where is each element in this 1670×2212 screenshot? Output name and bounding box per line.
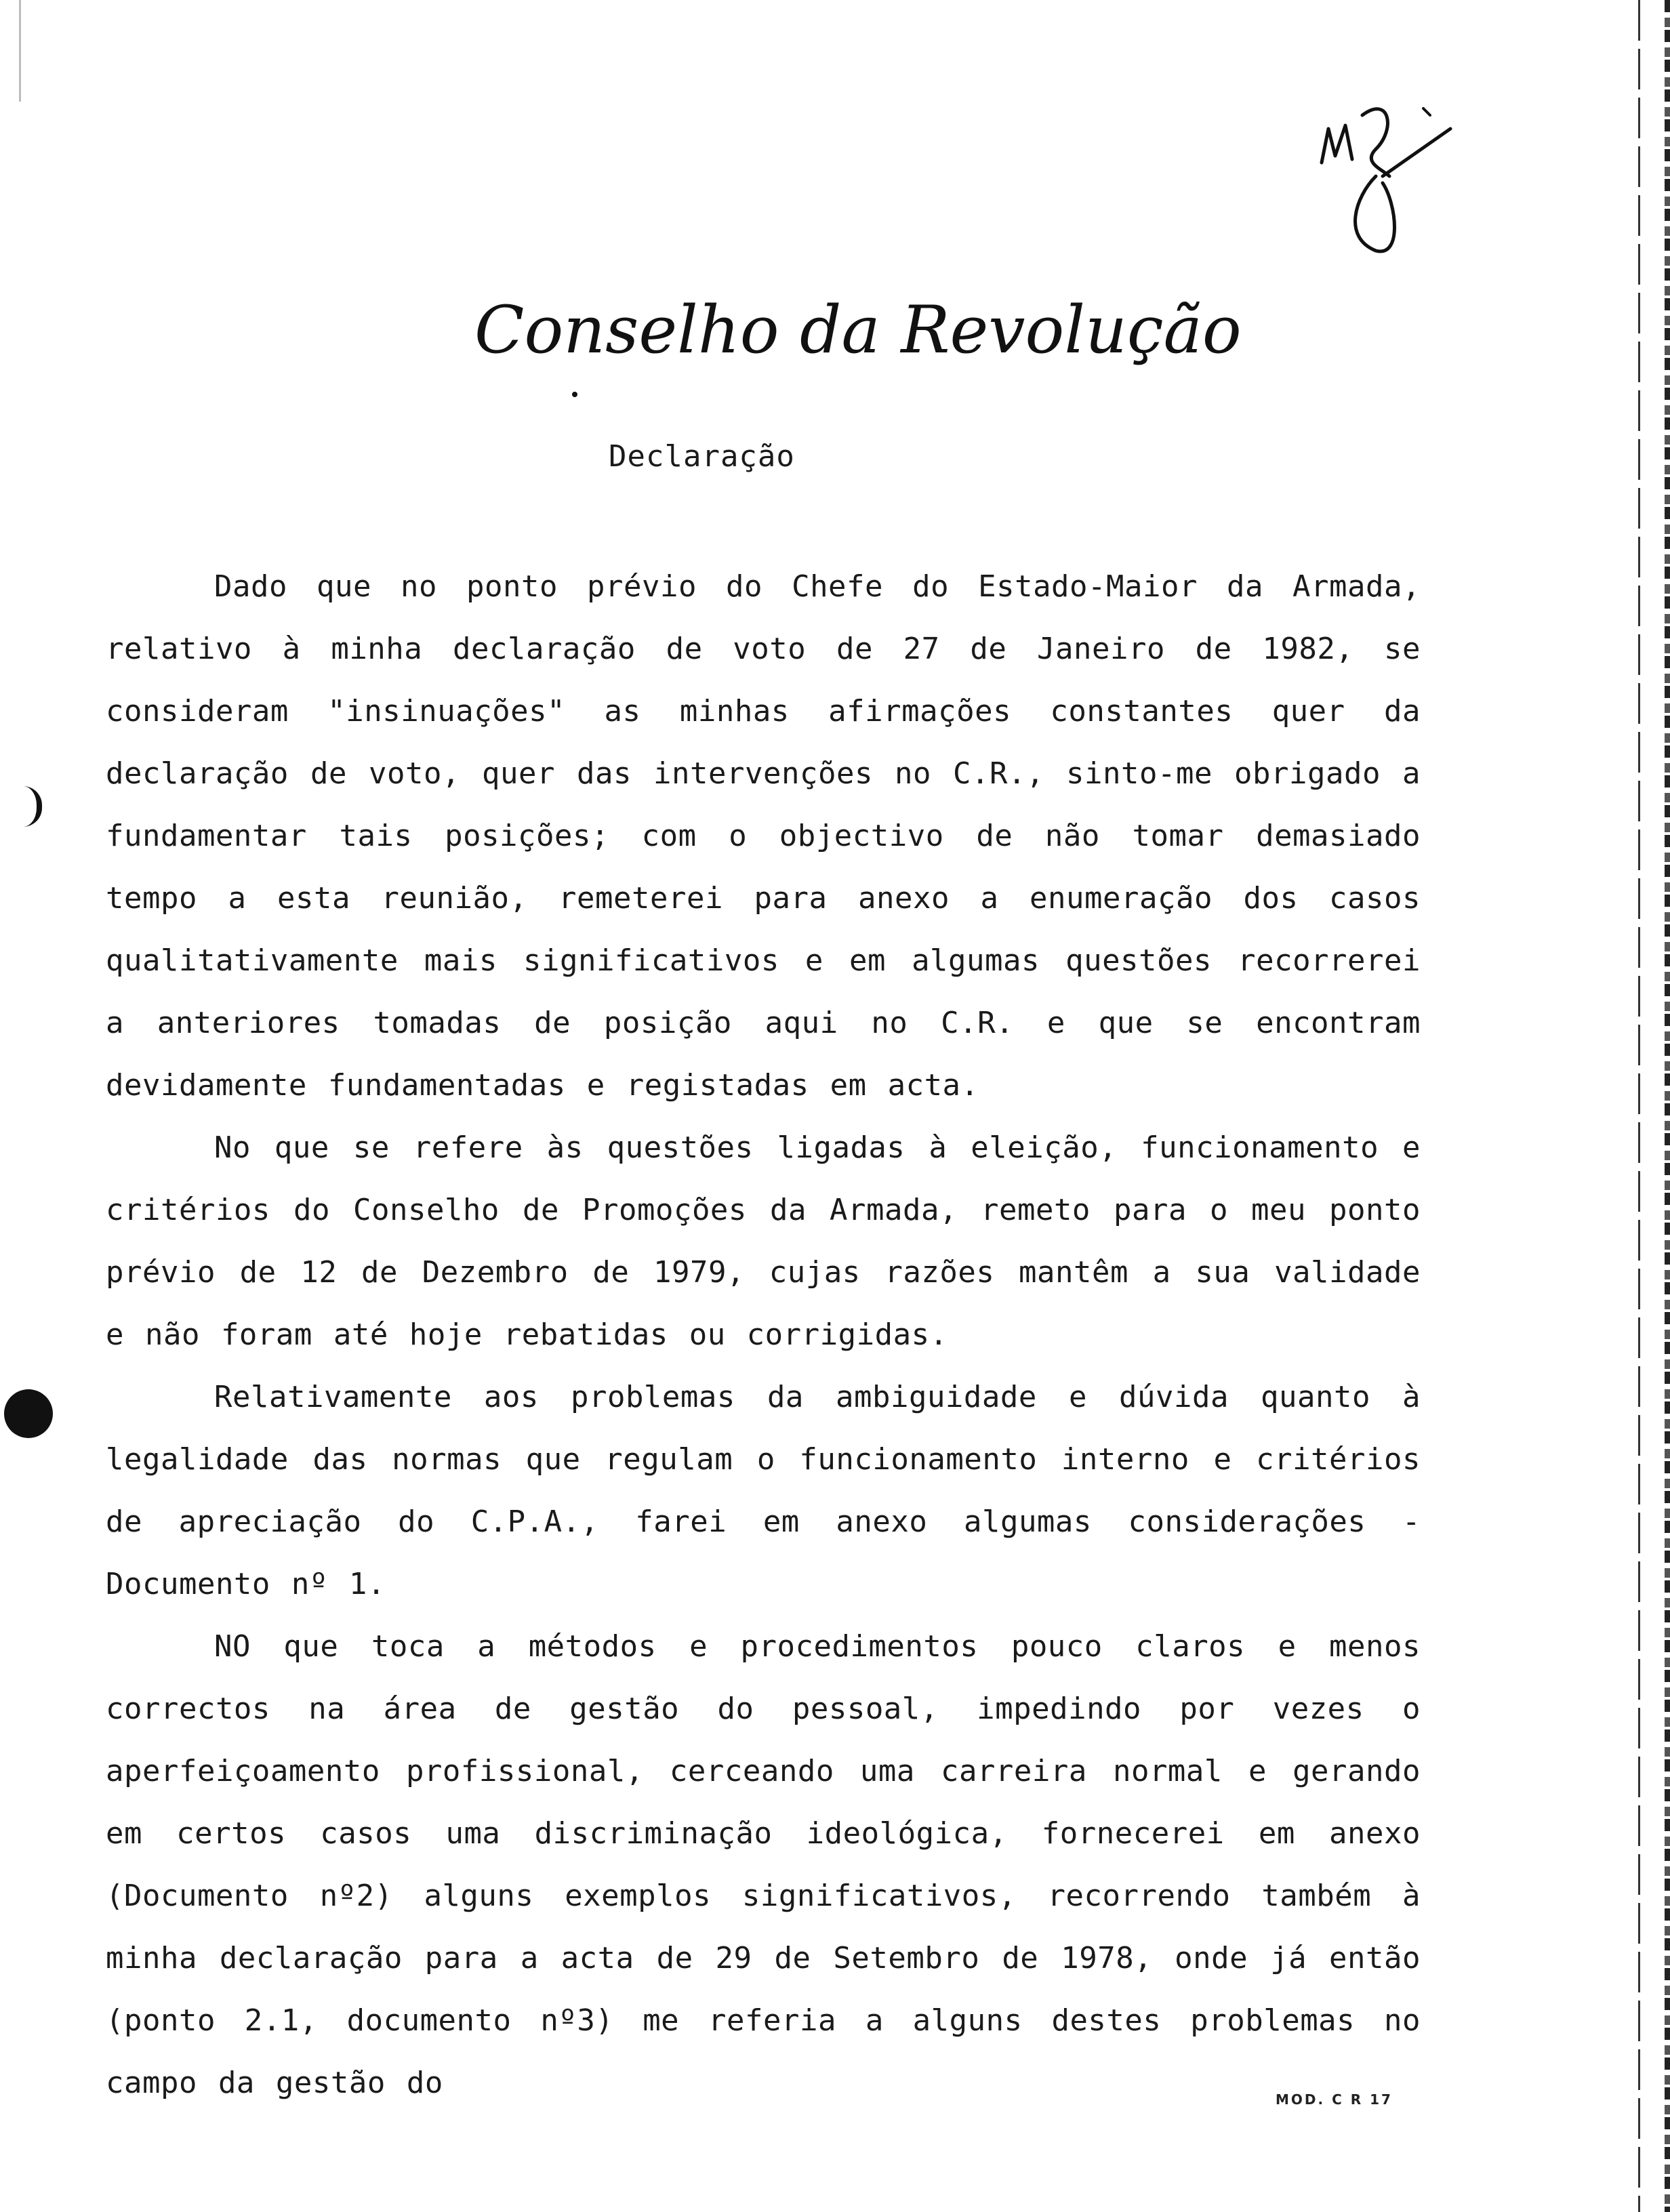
margin-mark — [23, 786, 42, 827]
paragraph: Relativamente aos problemas da ambiguidade e dúvida quanto à legalidade das normas que regulam o funcionamento interno e critérios de apreciação do C.P.A., farei em anexo algumas considerações - Documento nº 1. — [106, 1380, 1421, 1601]
scan-edge-right-inner — [1638, 0, 1640, 2212]
scan-edge-left — [19, 0, 21, 102]
form-code: MOD. C R 17 — [1276, 2091, 1393, 2108]
paragraph: NO que toca a métodos e procedimentos pouco claros e menos correctos na área de gestão do pessoal, impedindo por vezes o aperfeiçoamento profissional, cerceando uma carreira normal e gerando em certos casos uma discriminação ideológica, fornecerei em anexo (Documento nº2) alguns exemplos significativos, recorrendo também à minha declaração para a acta de 29 de Setembro de 1978, onde já então (ponto 2.1, documento nº3) me referia a alguns destes problemas no campo da gestão do — [106, 1629, 1421, 2100]
paragraph: Dado que no ponto prévio do Chefe do Estado-Maior da Armada, relativo à minha declaração de voto de 27 de Janeiro de 1982, se consideram "insinuações" as minhas afirmações constantes quer da declaração de voto, quer das intervenções no C.R., sinto-me obrigado a fundamentar tais posições; com o objectivo de não tomar demasiado tempo a esta reunião, remeterei para anexo a enumeração dos casos qualitativamente mais significativos e em algumas questões recorrerei a anteriores tomadas de posição aqui no C.R. e que se encontram devidamente fundamentadas e registadas em acta. — [106, 569, 1421, 1103]
document-title: Declaração — [609, 439, 795, 474]
document-body — [106, 556, 1421, 2114]
scan-edge-right — [1665, 0, 1670, 2212]
punch-hole-mark — [4, 1389, 53, 1438]
paragraph: No que se refere às questões ligadas à eleição, funcionamento e critérios do Conselho de Promoções da Armada, remeto para o meu ponto prévio de 12 de Dezembro de 1979, cujas razões mantêm a sua validade e não foram até hoje rebatidas ou corrigidas. — [106, 1130, 1421, 1352]
letterhead-logo — [474, 285, 1242, 400]
letterhead-logo-text: Conselho da Revolução — [474, 292, 1242, 368]
handwritten-initials-signature — [1315, 88, 1478, 264]
